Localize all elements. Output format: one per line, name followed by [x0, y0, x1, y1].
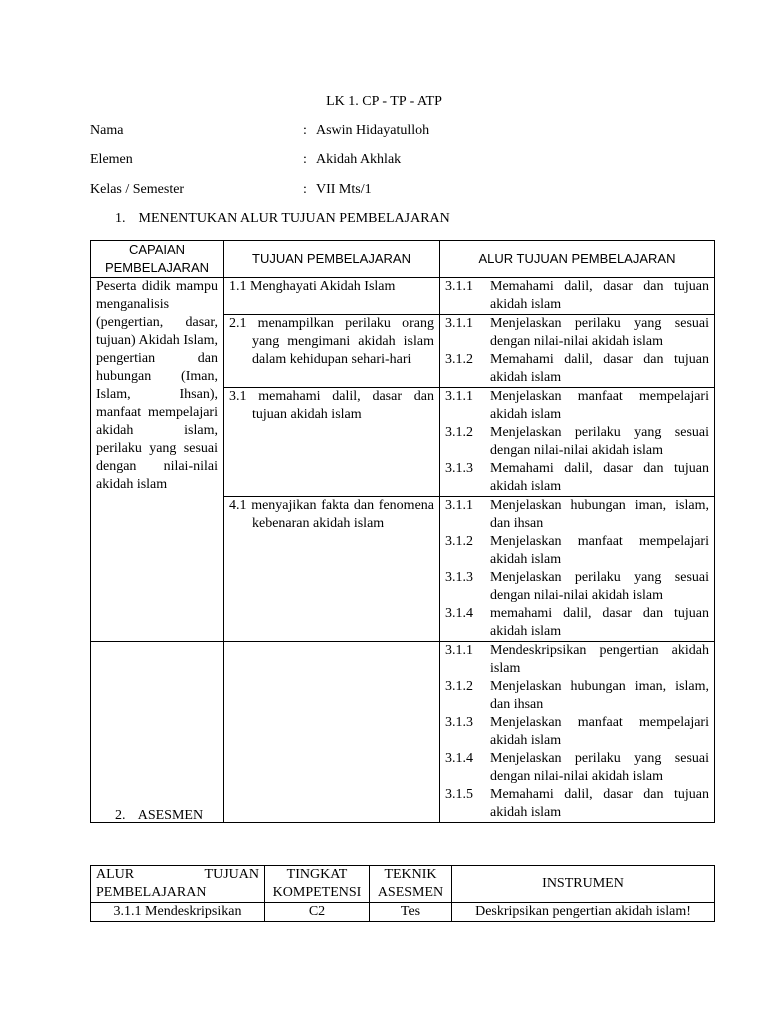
atp-number: 3.1.2 [445, 534, 473, 549]
atp-cell [440, 642, 715, 823]
atp-number: 3.1.3 [445, 461, 473, 476]
atp-text: Memahami dalil, dasar dan tujuan akidah islam [490, 461, 709, 494]
atp-item [445, 533, 709, 569]
tp-text: 2.1 menampilkan perilaku orang yang mengimani akidah islam dalam kehidupan sehari-hari [229, 316, 434, 367]
info-colon: : [303, 182, 307, 197]
asesmen-table [90, 865, 715, 922]
section-heading-2 [115, 807, 203, 825]
atp-text: Menjelaskan perilaku yang sesuai dengan nilai-nilai akidah islam [490, 425, 709, 458]
atp-text: Memahami dalil, dasar dan tujuan akidah islam [490, 352, 709, 385]
atp-number: 3.1.3 [445, 570, 473, 585]
cell-instrument: Deskripsikan pengertian akidah islam! [452, 903, 715, 922]
table-row [91, 642, 715, 823]
tp-cell [224, 497, 440, 642]
atp-number: 3.1.2 [445, 679, 473, 694]
atp-number: 3.1.2 [445, 425, 473, 440]
tp-text: 1.1 Menghayati Akidah Islam [229, 279, 396, 294]
info-row-nama [90, 122, 540, 140]
atp-item [445, 750, 709, 786]
atp-item [445, 424, 709, 460]
atp-number: 3.1.1 [445, 498, 473, 513]
header-teknik: TEKNIK ASESMEN [370, 866, 452, 903]
atp-text: Mendeskripsikan pengertian akidah islam [490, 643, 709, 676]
section-number: 2. [115, 808, 126, 823]
cp-cell: Peserta didik mampu menganalisis (pengertian, dasar, tujuan) Akidah Islam, pengertian dan hubungan (Iman, Islam, Ihsan), manfaat mempelajari akidah islam, perilaku yang sesuai dengan nilai-nilai akidah islam [91, 278, 224, 642]
cell-technique: Tes [370, 903, 452, 922]
info-row-kelas [90, 181, 540, 199]
atp-text: Menjelaskan perilaku yang sesuai dengan nilai-nilai akidah islam [490, 751, 709, 784]
atp-item [445, 497, 709, 533]
atp-text: Menjelaskan manfaat mempelajari akidah islam [490, 534, 709, 567]
atp-cell [440, 497, 715, 642]
info-colon: : [303, 152, 307, 167]
atp-item [445, 460, 709, 496]
atp-number: 3.1.1 [445, 279, 473, 294]
atp-number: 3.1.1 [445, 316, 473, 331]
atp-item [445, 569, 709, 605]
tp-cell [224, 642, 440, 823]
section-title: ASESMEN [137, 808, 204, 823]
atp-item [445, 315, 709, 351]
table-row [91, 903, 715, 922]
table-header-row [91, 866, 715, 903]
atp-text: Memahami dalil, dasar dan tujuan akidah islam [490, 787, 709, 820]
atp-text: Memahami dalil, dasar dan tujuan akidah islam [490, 279, 709, 312]
info-label: Elemen [90, 152, 133, 167]
info-label: Nama [90, 123, 124, 138]
atp-number: 3.1.2 [445, 352, 473, 367]
atp-text: Menjelaskan perilaku yang sesuai dengan nilai-nilai akidah islam [490, 316, 709, 349]
atp-item [445, 786, 709, 822]
atp-text: Menjelaskan perilaku yang sesuai dengan nilai-nilai akidah islam [490, 570, 709, 603]
table-row [91, 278, 715, 315]
cp-cell-empty [91, 642, 224, 823]
atp-number: 3.1.5 [445, 787, 473, 802]
info-colon: : [303, 123, 307, 138]
info-label: Kelas / Semester [90, 182, 185, 197]
atp-item [445, 678, 709, 714]
atp-item [445, 388, 709, 424]
atp-text: Menjelaskan hubungan iman, islam, dan ihsan [490, 498, 709, 531]
atp-item [445, 605, 709, 641]
tp-cell [224, 388, 440, 497]
header-capaian: CAPAIAN PEMBELAJARAN [91, 241, 224, 278]
cell-level: C2 [265, 903, 370, 922]
tp-cell [224, 278, 440, 315]
info-value: Akidah Akhlak [316, 152, 402, 167]
section-number: 1. [115, 211, 126, 226]
tp-text: 3.1 memahami dalil, dasar dan tujuan akidah islam [229, 389, 434, 422]
atp-text: Menjelaskan manfaat mempelajari akidah islam [490, 715, 709, 748]
atp-number: 3.1.4 [445, 751, 473, 766]
atp-cell [440, 315, 715, 388]
atp-item [445, 714, 709, 750]
section-heading-1 [115, 210, 450, 228]
atp-table [90, 240, 715, 823]
document-title: LK 1. CP - TP - ATP [326, 94, 442, 109]
info-row-elemen [90, 151, 540, 169]
atp-cell [440, 278, 715, 315]
atp-number: 3.1.4 [445, 606, 473, 621]
atp-item [445, 642, 709, 678]
tp-cell [224, 315, 440, 388]
atp-text: Menjelaskan manfaat mempelajari akidah islam [490, 389, 709, 422]
header-tujuan: TUJUAN PEMBELAJARAN [224, 241, 440, 278]
atp-text: Menjelaskan hubungan iman, islam, dan ihsan [490, 679, 709, 712]
header-tingkat: TINGKAT KOMPETENSI [265, 866, 370, 903]
atp-item [445, 351, 709, 387]
section-title: MENENTUKAN ALUR TUJUAN PEMBELAJARAN [138, 211, 450, 226]
atp-text: memahami dalil, dasar dan tujuan akidah islam [490, 606, 709, 639]
info-value: VII Mts/1 [316, 182, 372, 197]
atp-number: 3.1.1 [445, 389, 473, 404]
info-value: Aswin Hidayatulloh [316, 123, 430, 138]
atp-item [445, 278, 709, 314]
header-instrumen: INSTRUMEN [452, 866, 715, 903]
tp-text: 4.1 menyajikan fakta dan fenomena kebenaran akidah islam [229, 498, 434, 531]
table-header-row [91, 241, 715, 278]
header-alur: ALUR TUJUAN PEMBELAJARAN [91, 866, 265, 903]
cell-atp: 3.1.1 Mendeskripsikan [91, 903, 265, 922]
atp-cell [440, 388, 715, 497]
header-alur: ALUR TUJUAN PEMBELAJARAN [440, 241, 715, 278]
atp-number: 3.1.3 [445, 715, 473, 730]
atp-number: 3.1.1 [445, 643, 473, 658]
